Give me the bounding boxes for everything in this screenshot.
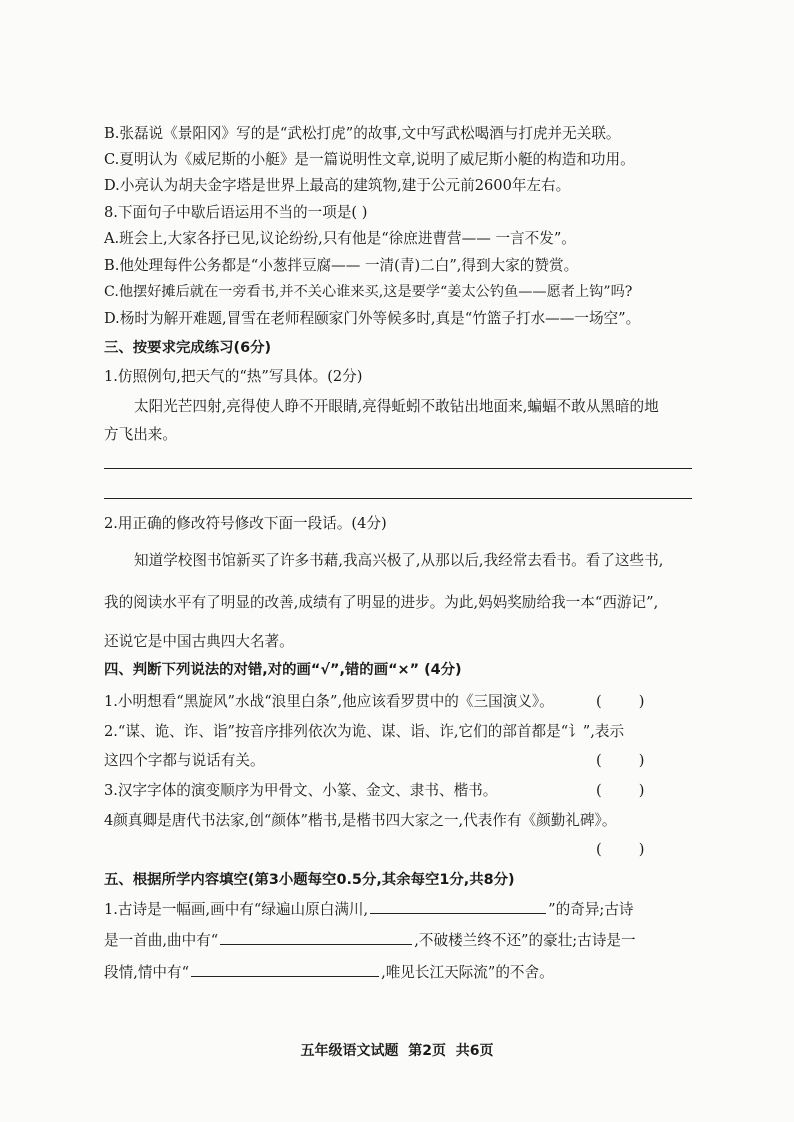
- s4-item2-answer-paren[interactable]: ( ): [596, 752, 645, 769]
- section4-heading: 四、判断下列说法的对错,对的画“√”,错的画“×” (4分): [104, 662, 462, 678]
- fill-blank-3[interactable]: [191, 962, 379, 977]
- s5-line3-text-b: ,唯见长江天际流”的不舍。: [381, 964, 554, 981]
- s5-line2: [104, 930, 636, 951]
- s4-item3-answer-paren[interactable]: ( ): [596, 782, 645, 799]
- s5-line2-text-b: ,不破楼兰终不还”的豪壮;古诗是一: [414, 932, 636, 949]
- q8-stem: 8.下面句子中歇后语运用不当的一项是( ): [104, 204, 368, 221]
- q7-option-c: C.夏明认为《威尼斯的小艇》是一篇说明性文章,说明了威尼斯小艇的构造和功用。: [104, 151, 635, 168]
- page-footer: 五年级语文试题 第2页 共6页: [300, 1043, 494, 1059]
- s4-item1: 1.小明想看“黑旋风”水战“浪里白条”,他应该看罗贯中的《三国演义》。: [104, 693, 554, 710]
- fill-blank-2[interactable]: [220, 930, 412, 945]
- s4-item4-answer-paren[interactable]: ( ): [596, 841, 645, 858]
- q8-option-c: C.他摆好摊后就在一旁看书,并不关心谁来买,这是要学“姜太公钓鱼——愿者上钩”吗?: [104, 284, 633, 300]
- answer-line-1[interactable]: [104, 468, 692, 469]
- s5-line1: [104, 899, 634, 920]
- s5-line1-text-a: 1.古诗是一幅画,画中有“绿遍山原白满川,: [104, 901, 369, 918]
- s5-line1-text-b: ”的奇异;古诗: [548, 901, 634, 918]
- section5-heading: 五、根据所学内容填空(第3小题每空0.5分,其余每空1分,共8分): [104, 872, 515, 888]
- s3-q2-stem: 2.用正确的修改符号修改下面一段话。(4分): [104, 515, 387, 532]
- s5-line3: [104, 962, 554, 983]
- q8-option-d: D.杨时为解开难题,冒雪在老师程颐家门外等候多时,真是“竹篮子打水——一场空”。: [104, 310, 641, 327]
- q7-option-b: B.张磊说《景阳冈》写的是“武松打虎”的故事,文中写武松喝酒与打虎并无关联。: [104, 125, 621, 142]
- s5-line3-text-a: 段情,情中有“: [104, 964, 190, 981]
- section3-heading: 三、按要求完成练习(6分): [104, 340, 272, 356]
- s4-item3: 3.汉字字体的演变顺序为甲骨文、小篆、金文、隶书、楷书。: [104, 782, 498, 799]
- s5-line2-text-a: 是一首曲,曲中有“: [104, 932, 219, 949]
- s4-item2-line1: 2.“谋、诡、诈、诣”按音序排列依次为诡、谋、诣、诈,它们的部首都是“讠”,表示: [104, 723, 625, 740]
- q7-option-d: D.小亮认为胡夫金字塔是世界上最高的建筑物,建于公元前2600年左右。: [104, 177, 571, 194]
- s4-item4: 4颜真卿是唐代书法家,创“颜体”楷书,是楷书四大家之一,代表作有《颜勤礼碑》。: [104, 812, 617, 829]
- s3-q2-paragraph-line3: 还说它是中国古典四大名著。: [104, 633, 294, 650]
- s3-q2-paragraph-line1: 知道学校图书馆新买了许多书藉,我高兴极了,从那以后,我经常去看书。看了这些书,: [134, 552, 664, 569]
- s4-item2-line2: 这四个字都与说话有关。: [104, 752, 265, 769]
- s3-q1-example-line2: 方飞出来。: [104, 426, 177, 443]
- fill-blank-1[interactable]: [370, 899, 546, 914]
- s3-q1-example-line1: 太阳光芒四射,亮得使人睁不开眼睛,亮得蚯蚓不敢钻出地面来,蝙蝠不敢从黑暗的地: [134, 398, 659, 415]
- s3-q1-stem: 1.仿照例句,把天气的“热”写具体。(2分): [104, 368, 363, 385]
- q8-option-b: B.他处理每件公务都是“小葱拌豆腐—— 一清(青)二白”,得到大家的赞赏。: [104, 257, 579, 274]
- s3-q2-paragraph-line2: 我的阅读水平有了明显的改善,成绩有了明显的进步。为此,妈妈奖励给我一本“西游记”,: [104, 594, 659, 611]
- q8-option-a: A.班会上,大家各抒已见,议论纷纷,只有他是“徐庶进曹营—— 一言不发”。: [104, 230, 576, 247]
- s4-item1-answer-paren[interactable]: ( ): [596, 693, 645, 710]
- answer-line-2[interactable]: [104, 498, 692, 499]
